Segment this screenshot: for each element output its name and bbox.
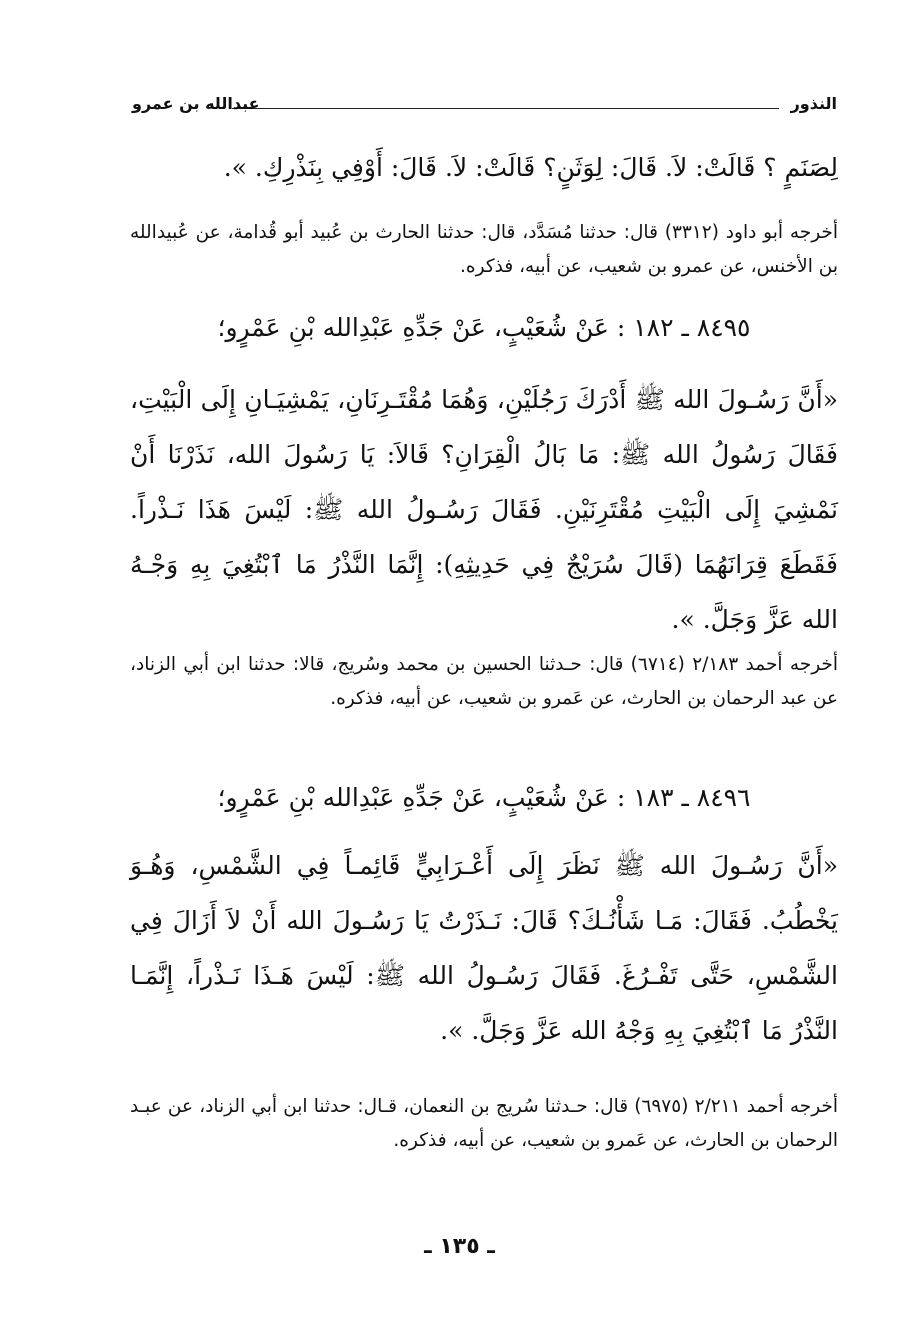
page-number: ـ ١٣٥ ـ <box>424 1234 495 1259</box>
hadith-text: «أَنَّ رَسُـولَ الله ﷺ أَدْرَكَ رَجُلَيْنِ، وَهُمَا مُقْتَـرِنَانِ، يَمْشِيَـانِ إِلَى الْبَيْتِ، فَقَالَ رَسُولُ الله ﷺ: مَا بَالُ الْقِرَانِ؟ قَالاَ: يَا رَسُولَ الله، نَذَرْنَا أَنْ نَمْشِيَ إِلَى الْبَيْتِ مُقْتَرِنَيْنِ. فَقَالَ رَسُـولُ الله ﷺ: لَيْسَ هَذَا نَـذْراً. فَقَطَعَ قِرَانَهُمَا (قَالَ سُرَيْجٌ فِي حَدِيثِهِ): إِنَّمَا النَّذْرُ مَا ٱبْتُغِيَ بِهِ وَجْـهُ الله عَزَّ وَجَلَّ. ». <box>130 385 838 634</box>
chapter-title: النذور <box>790 94 837 113</box>
takhrij-note: أخرجه أحمد ٢/١٨٣ (٦٧١٤) قال: حـدثنا الحسين بن محمد وسُريج، قالا: حدثنا ابن أبي الزناد، عن عبد الرحمان بن الحارث، عن عَمرو بن شعيب، عن أبيه، فذكره. <box>130 654 838 709</box>
hadith-heading: ٨٤٩٦ ـ ١٨٣ : عَنْ شُعَيْبٍ، عَنْ جَدِّهِ عَبْدِالله بْنِ عَمْرٍو؛ <box>217 783 751 812</box>
companion-name: عبدالله بن عمرو <box>132 94 260 113</box>
running-head <box>132 88 837 118</box>
hadith-heading: ٨٤٩٥ ـ ١٨٢ : عَنْ شُعَيْبٍ، عَنْ جَدِّهِ عَبْدِالله بْنِ عَمْرٍو؛ <box>217 313 751 342</box>
hadith-text: لِصَنَمٍ ؟ قَالَتْ: لاَ. قَالَ: لِوَثَنٍ؟ قَالَتْ: لاَ. قَالَ: أَوْفِي بِنَذْرِكِ. ». <box>223 153 838 182</box>
hadith-text: «أَنَّ رَسُـولَ الله ﷺ نَظَرَ إِلَى أَعْـرَابِيٍّ قَائِمـاً فِي الشَّمْسِ، وَهُـوَ يَخْطُبُ. فَقَالَ: مَـا شَأْنُـكَ؟ قَالَ: نَـذَرْتُ يَا رَسُـولَ الله أَنْ لاَ أَزَالَ فِي الشَّمْسِ، حَتَّى تَفْـرُغَ. فَقَالَ رَسُـولُ الله ﷺ: لَيْسَ هَـذَا نَـذْراً، إِنَّمَـا النَّذْرُ مَا ٱبْتُغِيَ بِهِ وَجْهُ الله عَزَّ وَجَلَّ. ». <box>130 851 838 1045</box>
takhrij-note: أخرجه أحمد ٢/٢١١ (٦٩٧٥) قال: حـدثنا سُريج بن النعمان، قـال: حدثنا ابن أبي الزناد، عن عبـد الرحمان بن الحارث، عن عَمرو بن شعيب، عن أبيه، فذكره. <box>130 1096 838 1151</box>
header-rule <box>232 108 779 109</box>
takhrij-note: أخرجه أبو داود (٣٣١٢) قال: حدثنا مُسَدَّد، قال: حدثنا الحارث بن عُبيد أبو قُدامة، عن عُبيدالله بن الأخنس، عن عمرو بن شعيب، عن أبيه، فذكره. <box>130 222 838 277</box>
